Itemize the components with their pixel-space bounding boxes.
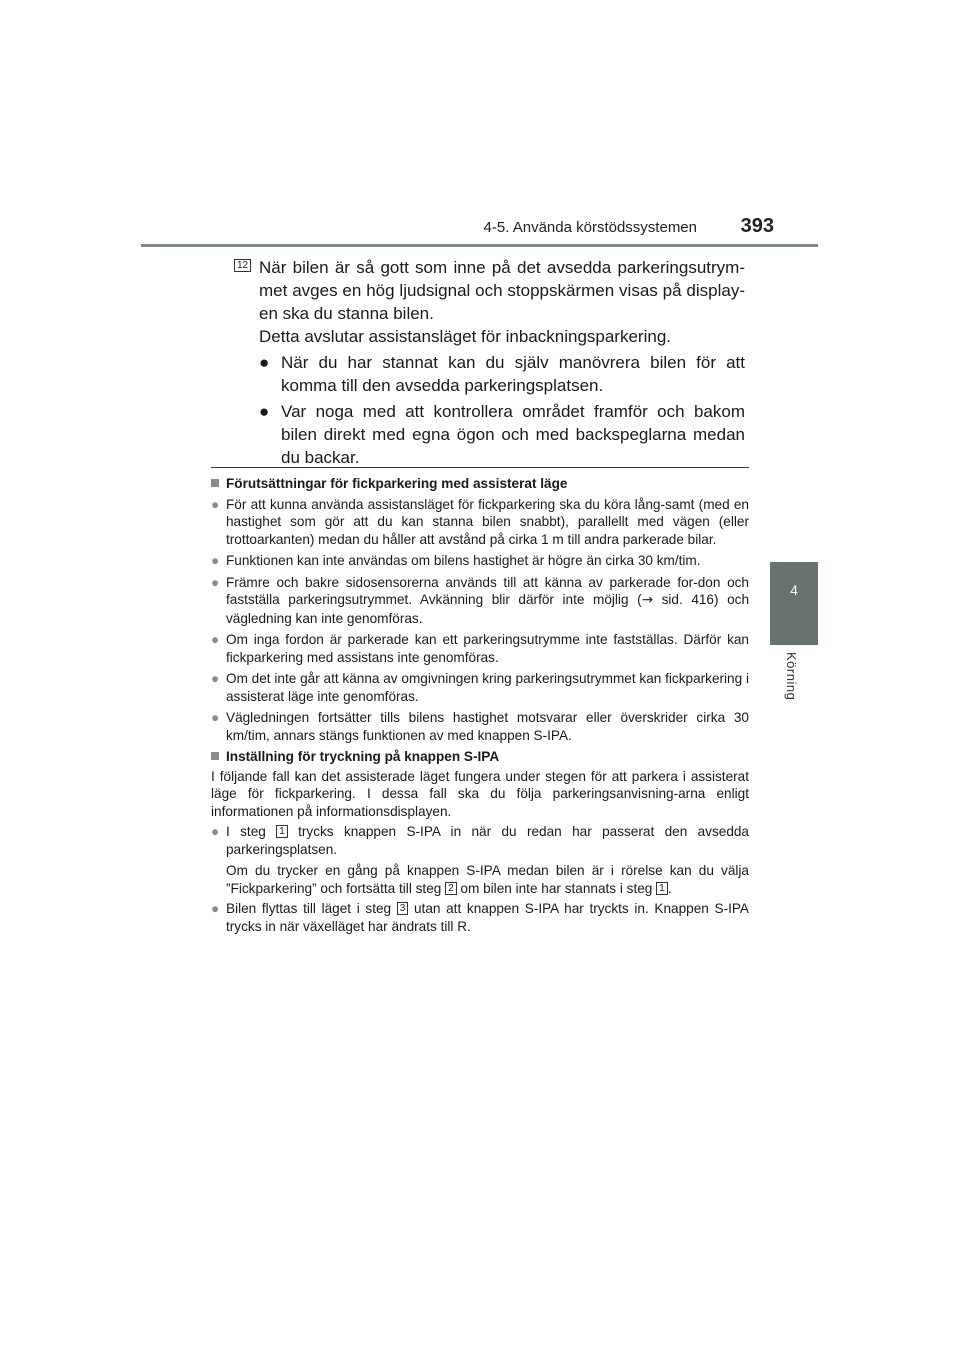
note-bullet <box>211 631 749 666</box>
section-heading-text: Förutsättningar för fickparkering med assisterat läge <box>226 476 568 491</box>
step-bullet <box>259 351 745 397</box>
chapter-tab <box>770 562 818 645</box>
note-bullet <box>211 574 749 628</box>
note-text: Vägledningen fortsätter tills bilens hastighet motsvarar eller överskrider cirka 30 km/tim, annars stängs funktionen av med knappen S-IPA. <box>226 710 749 743</box>
note-bullet <box>211 823 749 858</box>
bullet-icon: ● <box>211 671 220 686</box>
step-number-box: 3 <box>397 902 409 915</box>
notes <box>211 475 749 939</box>
chapter-label: Körning <box>784 652 799 701</box>
note-text: Om det inte går att känna av omgivningen kring parkeringsutrymmet kan fickparkering i assisterat läge inte genomföras. <box>226 671 749 704</box>
section-title: 4-5. Använda körstödssystemen <box>483 219 697 236</box>
section-heading <box>211 748 749 766</box>
square-bullet-icon <box>211 479 219 487</box>
step-bullet-text: Var noga med att kontrollera området framför och bakom bilen direkt med egna ögon och med backspeglarna medan du backar. <box>281 402 745 467</box>
step-12 <box>234 256 745 469</box>
step-number-box: 1 <box>276 825 288 838</box>
step-number-box: 12 <box>234 259 251 272</box>
step-text <box>259 256 745 348</box>
note-text: . <box>667 880 672 896</box>
note-paragraph <box>211 862 749 897</box>
step-result: Detta avslutar assistansläget för inbackningsparkering. <box>259 327 671 346</box>
section-intro: I följande fall kan det assisterade läget fungera under stegen för att parkera i assisterat läge för fickparkering. I dessa fall ska du följa parkeringsanvisning-arna enligt informationen på informationsdisplayen. <box>211 768 749 819</box>
square-bullet-icon <box>211 752 219 760</box>
note-text: Främre och bakre sidosensorerna används till att känna av parkerade for-don och fastställa parkeringsutrymmet. Avkänning blir därför inte möjlig ( <box>226 574 749 607</box>
note-text: trycks knappen S-IPA in när du redan har passerat den avsedda parkeringsplatsen. <box>226 824 749 857</box>
step-number-box: 1 <box>656 882 668 895</box>
chapter-number: 4 <box>790 582 798 598</box>
section-heading-text: Inställning för tryckning på knappen S-IPA <box>226 749 500 764</box>
arrow-right-icon: → <box>641 592 654 608</box>
note-bullet <box>211 552 749 570</box>
bullet-icon: ● <box>211 496 220 512</box>
header-rule <box>141 244 818 247</box>
bullet-icon: ● <box>259 353 270 372</box>
bullet-icon: ● <box>211 710 220 725</box>
step-bullet <box>259 400 745 469</box>
note-text: utan att knappen S-IPA har tryckts in. Knappen S-IPA trycks in när växelläget har ändrats till R. <box>226 901 749 934</box>
page-number: 393 <box>740 215 774 237</box>
section-rule <box>211 467 749 468</box>
note-bullet <box>211 670 749 705</box>
bullet-icon: ● <box>259 402 270 421</box>
note-text: Funktionen kan inte användas om bilens hastighet är högre än cirka 30 km/tim. <box>226 553 701 568</box>
bullet-icon: ● <box>211 632 220 647</box>
bullet-icon: ● <box>211 824 220 839</box>
note-bullet <box>211 496 749 549</box>
step-instruction: När bilen är så gott som inne på det avsedda parkeringsutrym-met avges en hög ljudsignal och stoppskärmen visas på display-en ska du stanna bilen. <box>259 258 745 323</box>
note-text: om bilen inte har stannats i steg <box>456 880 657 896</box>
section-heading <box>211 475 749 493</box>
note-text: Bilen flyttas till läget i steg <box>226 901 397 916</box>
note-text: För att kunna använda assistansläget för fickparkering ska du köra lång-samt (med en hastighet som gör att du kan stanna bilen snabbt), parallellt med vägen (eller trottoarkanten) medan du håller att avstånd på cirka 1 m till andra parkerade bilar. <box>226 496 749 547</box>
bullet-icon: ● <box>211 901 220 916</box>
note-bullet <box>211 900 749 935</box>
note-text: Om du trycker en gång på knappen S-IPA medan bilen är i rörelse kan du välja ”Fickparkering” och fortsätta till steg <box>226 863 749 896</box>
note-bullet <box>211 709 749 744</box>
note-text: Om inga fordon är parkerade kan ett parkeringsutrymme inte fastställas. Därför kan fickparkering med assistans inte genomföras. <box>226 632 749 665</box>
bullet-icon: ● <box>211 574 220 590</box>
step-bullet-text: När du har stannat kan du själv manövrera bilen för att komma till den avsedda parkeringsplatsen. <box>281 353 745 395</box>
note-text: sid. 416) och vägledning kan inte genomföras. <box>226 592 750 626</box>
note-text: I steg <box>226 824 277 839</box>
bullet-icon: ● <box>211 553 220 568</box>
step-number-box: 2 <box>445 882 457 895</box>
